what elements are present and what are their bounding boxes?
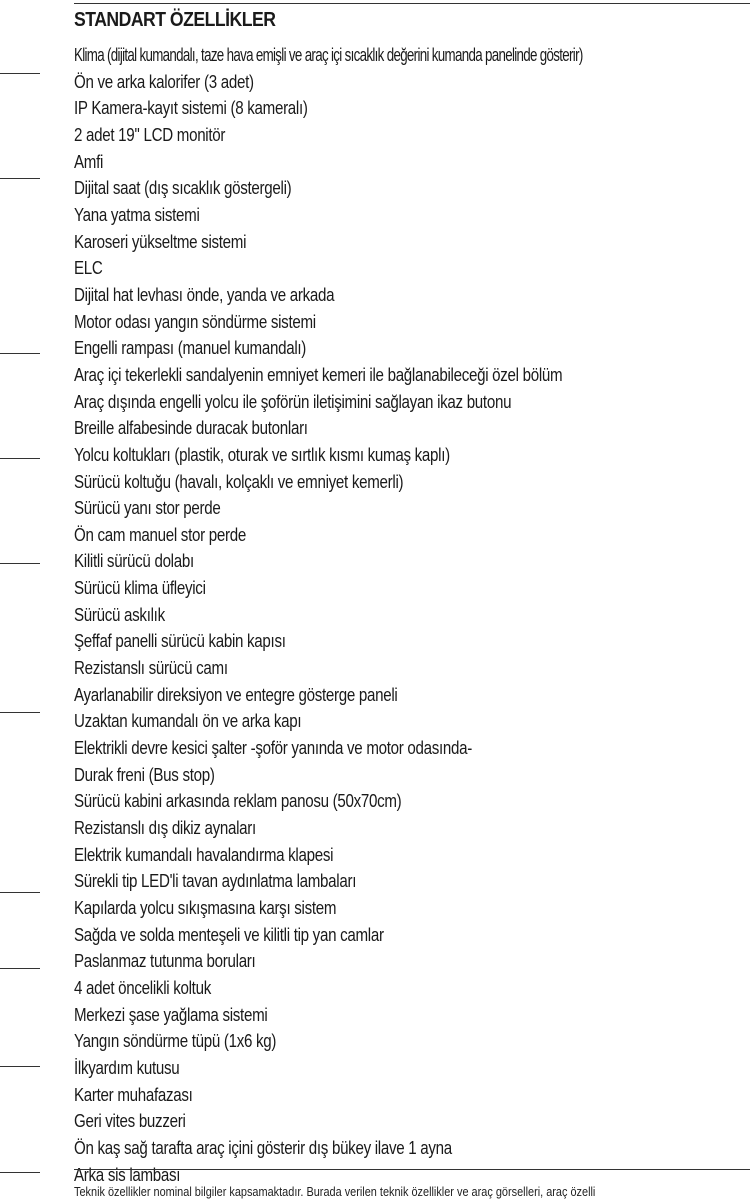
margin-tick (0, 892, 40, 893)
margin-tick (0, 458, 40, 459)
list-item: Paslanmaz tutunma boruları (74, 951, 256, 972)
list-item: Breille alfabesinde duracak butonları (74, 418, 308, 439)
margin-tick (0, 1172, 40, 1173)
margin-tick (0, 73, 40, 74)
list-item: Kapılarda yolcu sıkışmasına karşı sistem (74, 898, 337, 918)
list-item: Sürücü koltuğu (havalı, kolçaklı ve emniyet kemerli) (74, 471, 404, 492)
list-item: Motor odası yangın söndürme sistemi (74, 311, 316, 332)
bottom-divider (74, 1169, 750, 1170)
list-item: Araç içi tekerlekli sandalyenin emniyet kemeri ile bağlanabileceği özel bölüm (74, 364, 563, 385)
list-item: Dijital saat (dış sıcaklık göstergeli) (74, 178, 292, 199)
section-title: STANDART ÖZELLİKLER (74, 8, 276, 31)
list-item: Rezistanslı sürücü camı (74, 658, 228, 679)
list-item: Araç dışında engelli yolcu ile şoförün iletişimini sağlayan ikaz butonu (74, 391, 512, 412)
list-item: Şeffaf panelli sürücü kabin kapısı (74, 631, 286, 652)
list-item: Sürekli tip LED'li tavan aydınlatma lambaları (74, 871, 357, 892)
list-item: Ön kaş sağ tarafta araç içini gösterir dış bükey ilave 1 ayna (74, 1137, 452, 1158)
footnote: Teknik özellikler nominal bilgiler kapsamaktadır. Burada verilen teknik özellikler ve araç görselleri, araç özelli (74, 1184, 596, 1199)
top-divider (74, 3, 750, 4)
margin-tick (0, 712, 40, 713)
list-item: Dijital hat levhası önde, yanda ve arkada (74, 284, 335, 305)
list-item: Sürücü kabini arkasında reklam panosu (50x70cm) (74, 791, 402, 812)
list-item: Karoseri yükseltme sistemi (74, 231, 247, 252)
margin-tick (0, 353, 40, 354)
list-item: Durak freni (Bus stop) (74, 764, 215, 785)
list-item: Rezistanslı dış dikiz aynaları (74, 818, 256, 839)
margin-tick (0, 178, 40, 179)
list-item: IP Kamera-kayıt sistemi (8 kameralı) (74, 98, 308, 119)
list-item: Yangın söndürme tüpü (1x6 kg) (74, 1031, 277, 1052)
list-item: Sürücü yanı stor perde (74, 498, 221, 519)
margin-tick (0, 968, 40, 969)
list-item: Yolcu koltukları (plastik, oturak ve sırtlık kısmı kumaş kaplı) (74, 444, 450, 465)
list-item: Ön cam manuel stor perde (74, 524, 246, 545)
list-item: Sürücü klima üfleyici (74, 578, 206, 599)
list-item: Ayarlanabilir direksiyon ve entegre gösterge paneli (74, 684, 398, 705)
margin-tick (0, 1066, 40, 1067)
list-item: Ön ve arka kalorifer (3 adet) (74, 71, 254, 92)
list-item: Karter muhafazası (74, 1084, 193, 1105)
list-item: İlkyardım kutusu (74, 1057, 180, 1078)
list-item: Engelli rampası (manuel kumandalı) (74, 338, 307, 359)
feature-list (74, 42, 750, 1188)
margin-tick (0, 563, 40, 564)
list-item: Kilitli sürücü dolabı (74, 551, 194, 572)
list-item: Elektrikli devre kesici şalter -şoför yanında ve motor odasında- (74, 738, 473, 759)
list-item: Uzaktan kumandalı ön ve arka kapı (74, 711, 302, 732)
list-item: 2 adet 19'' LCD monitör (74, 124, 226, 145)
list-item: Arka sis lambası (74, 1164, 181, 1185)
list-item: ELC (74, 258, 103, 279)
list-item: Amfi (74, 151, 104, 172)
list-item: Geri vites buzzeri (74, 1111, 186, 1132)
list-item: 4 adet öncelikli koltuk (74, 977, 211, 998)
list-item: Merkezi şase yağlama sistemi (74, 1004, 268, 1025)
list-item: Sağda ve solda menteşeli ve kilitli tip yan camlar (74, 924, 384, 945)
list-item: Klima (dijital kumandalı, taze hava emişli ve araç içi sıcaklık değerini kumanda panelinde gösterir) (74, 45, 583, 65)
list-item: Yana yatma sistemi (74, 204, 200, 225)
list-item: Sürücü askılık (74, 604, 165, 625)
list-item: Elektrik kumandalı havalandırma klapesi (74, 844, 334, 865)
